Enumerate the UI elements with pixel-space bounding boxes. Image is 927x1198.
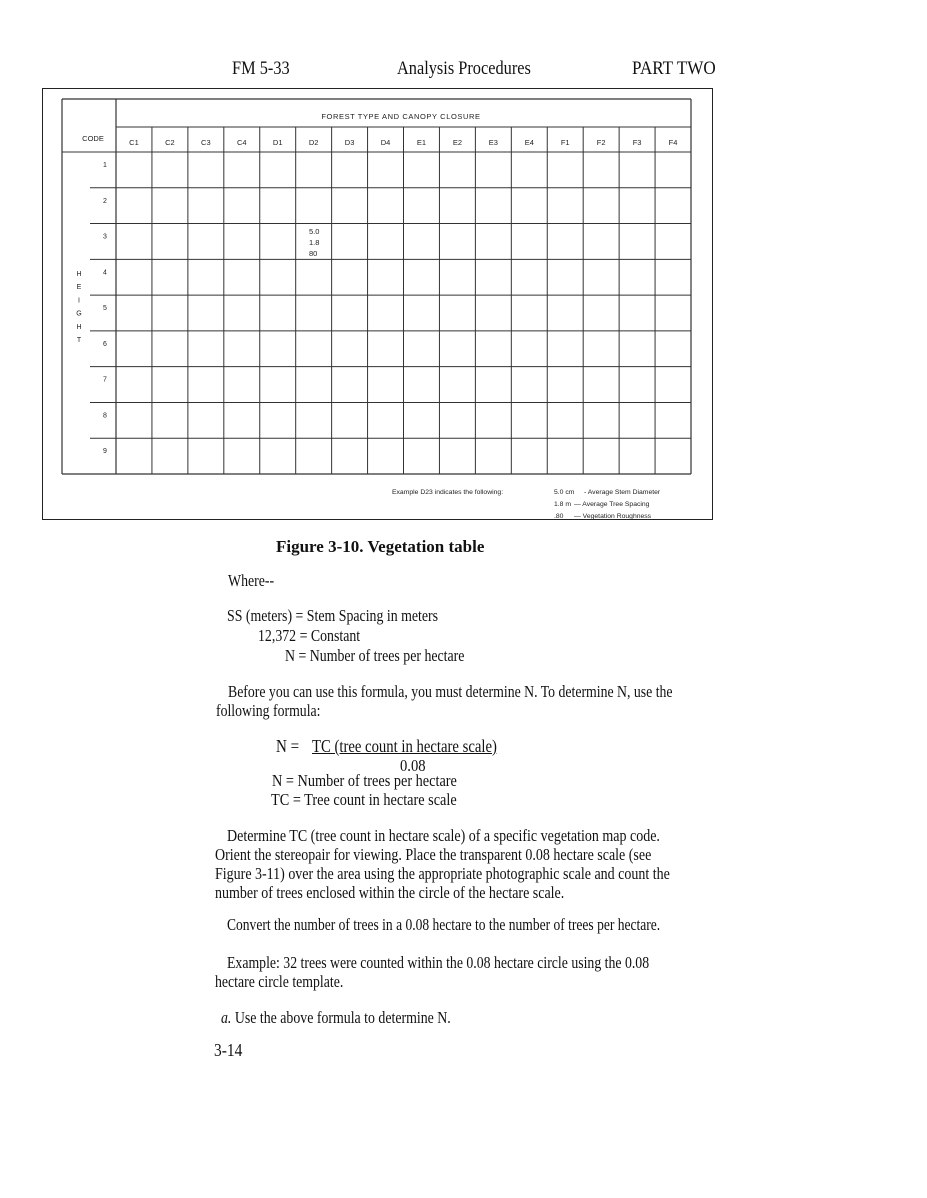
definition-constant: 12,372 = Constant	[258, 626, 361, 645]
legend-intro: Example D23 indicates the following:	[392, 489, 504, 496]
part-label: PART TWO	[632, 58, 716, 79]
height-axis-letter: I	[78, 297, 80, 305]
height-axis-letter: T	[76, 337, 82, 344]
definition-n: N = Number of trees per hectare	[285, 646, 465, 665]
column-label: C2	[165, 138, 175, 147]
formula-numerator: TC (tree count in hectare scale)	[312, 736, 497, 756]
row-label: 7	[103, 376, 107, 384]
legend-label-diameter: - Average Stem Diameter	[584, 489, 661, 496]
column-label: E1	[416, 138, 427, 147]
legend-label-spacing: — Average Tree Spacing	[574, 501, 650, 508]
example-cell-spacing: 1.8	[309, 238, 320, 247]
code-header: CODE	[82, 134, 104, 143]
column-label: F2	[596, 138, 606, 147]
vegetation-table-grid	[43, 89, 714, 521]
row-label: 5	[103, 305, 107, 313]
vegetation-table-figure	[42, 88, 713, 520]
column-label: F1	[560, 138, 570, 147]
legend-value-spacing: 1.8 m	[554, 501, 571, 508]
example-cell-diameter: 5.0	[309, 227, 320, 236]
height-axis-letter: H	[76, 271, 82, 278]
paragraph-convert: Convert the number of trees in a 0.08 hectare to the number of trees per hectare.	[227, 915, 661, 934]
formula-denominator: 0.08	[400, 756, 426, 775]
row-label: 8	[103, 412, 107, 420]
formula-lhs: N =	[276, 736, 300, 756]
column-label: E3	[488, 138, 498, 147]
column-label: C3	[201, 138, 211, 147]
example-cell-roughness: 80	[309, 249, 318, 258]
row-label: 3	[103, 233, 107, 241]
paragraph-determine-n: Before you can use this formula, you must determine N. To determine N, use the following formula:	[216, 682, 673, 720]
height-axis-letter: E	[76, 284, 82, 292]
row-label: 9	[103, 448, 107, 456]
legend-value-roughness: .80	[554, 513, 564, 520]
column-label: D3	[344, 138, 355, 147]
column-label: D2	[308, 138, 319, 147]
document-id: FM 5-33	[232, 58, 290, 79]
step-a-marker: a.	[221, 1008, 232, 1027]
row-label: 2	[103, 197, 107, 205]
paragraph-determine-tc: Determine TC (tree count in hectare scale) of a specific vegetation map code. Orient the stereopair for viewing. Place the transparent 0.08 hectare scale (see Figure 3-11) over the area using the appropriate photographic scale and count the number of trees enclosed within the circle of the hectare scale.	[215, 826, 670, 902]
row-label: 4	[103, 269, 107, 277]
step-a-text: Use the above formula to determine N.	[234, 1008, 451, 1027]
column-label: C4	[236, 138, 247, 147]
legend-label-roughness: — Vegetation Roughness	[574, 513, 652, 520]
row-label: 6	[103, 340, 107, 348]
column-label: E4	[524, 138, 534, 147]
height-axis-letter: G	[76, 310, 82, 318]
column-label: D4	[380, 138, 391, 147]
column-label: C1	[129, 138, 139, 147]
formula-definition-n: N = Number of trees per hectare	[272, 771, 457, 790]
column-label: F3	[632, 138, 642, 147]
legend-value-diameter: 5.0 cm	[554, 489, 575, 496]
paragraph-example: Example: 32 trees were counted within the 0.08 hectare circle using the 0.08 hectare circle template.	[215, 953, 650, 991]
table-title: FOREST TYPE AND CANOPY CLOSURE	[321, 112, 481, 121]
definition-ss: SS (meters) = Stem Spacing in meters	[227, 606, 439, 625]
height-axis-letter: H	[76, 323, 82, 331]
column-label: D1	[272, 138, 283, 147]
section-title: Analysis Procedures	[397, 58, 531, 79]
step-a	[221, 1008, 495, 1027]
column-label: F4	[668, 138, 678, 147]
page-number: 3-14	[214, 1040, 243, 1060]
figure-caption: Figure 3-10. Vegetation table	[276, 537, 485, 556]
column-label: E2	[452, 138, 462, 147]
formula-definition-tc: TC = Tree count in hectare scale	[271, 790, 457, 809]
row-label: 1	[103, 162, 107, 170]
where-label: Where--	[228, 571, 275, 590]
